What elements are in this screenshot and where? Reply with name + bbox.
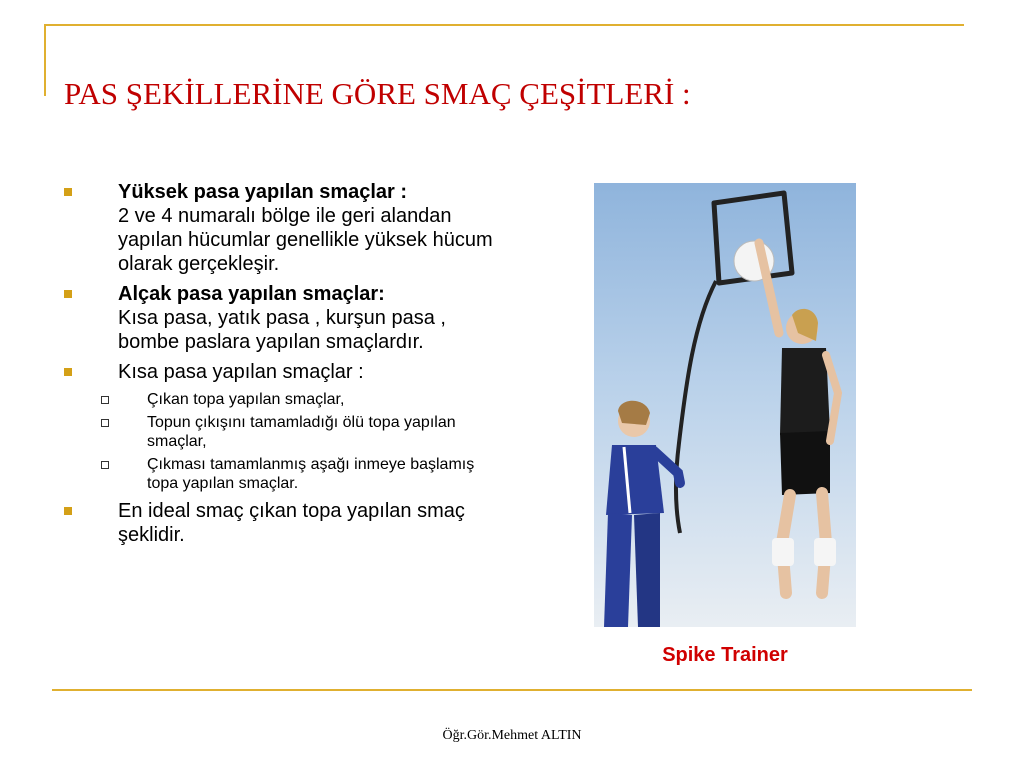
image-caption: Spike Trainer [662,644,788,666]
square-bullet-icon [64,507,72,515]
bullet-list [60,180,500,553]
sub-bullet-item [60,390,500,409]
square-bullet-icon [64,368,72,376]
sub-bullet-text: Çıkması tamamlanmış aşağı inmeye başlamış topa yapılan smaçlar. [147,456,475,492]
bullet-item [60,360,500,384]
sub-bullet-item [60,455,500,493]
sub-bullet-text: Çıkan topa yapılan smaçlar, [147,391,345,408]
bullet-item [60,282,500,354]
bullet-text: Kısa pasa, yatık pasa , kurşun pasa , bombe paslara yapılan smaçlardır. [118,307,446,353]
bullet-item [60,180,500,276]
bullet-heading: Yüksek pasa yapılan smaçlar : [118,181,408,203]
bottom-rule [52,689,972,691]
square-bullet-icon [64,290,72,298]
hollow-square-bullet-icon [101,419,109,427]
author-footer: Öğr.Gör.Mehmet ALTIN [442,728,582,743]
volleyball-players-illustration [594,183,856,627]
bullet-item [60,499,500,547]
square-bullet-icon [64,188,72,196]
sub-bullet-list [60,390,500,493]
bullet-text: Kısa pasa yapılan smaçlar : [118,361,364,383]
hollow-square-bullet-icon [101,396,109,404]
hollow-square-bullet-icon [101,461,109,469]
bullet-text: 2 ve 4 numaralı bölge ile geri alandan yapılan hücumlar genellikle yüksek hücum olarak gerçekleşir. [118,205,493,275]
sub-bullet-text: Topun çıkışını tamamladığı ölü topa yapılan smaçlar, [147,414,456,450]
slide-title: PAS ŞEKİLLERİNE GÖRE SMAÇ ÇEŞİTLERİ : [64,76,691,111]
spike-trainer-photo [594,183,856,627]
sub-bullet-item [60,413,500,451]
top-rule [44,24,964,26]
bullet-text: En ideal smaç çıkan topa yapılan smaç şeklidir. [118,500,465,546]
bullet-heading: Alçak pasa yapılan smaçlar: [118,283,385,305]
left-rule [44,24,46,96]
